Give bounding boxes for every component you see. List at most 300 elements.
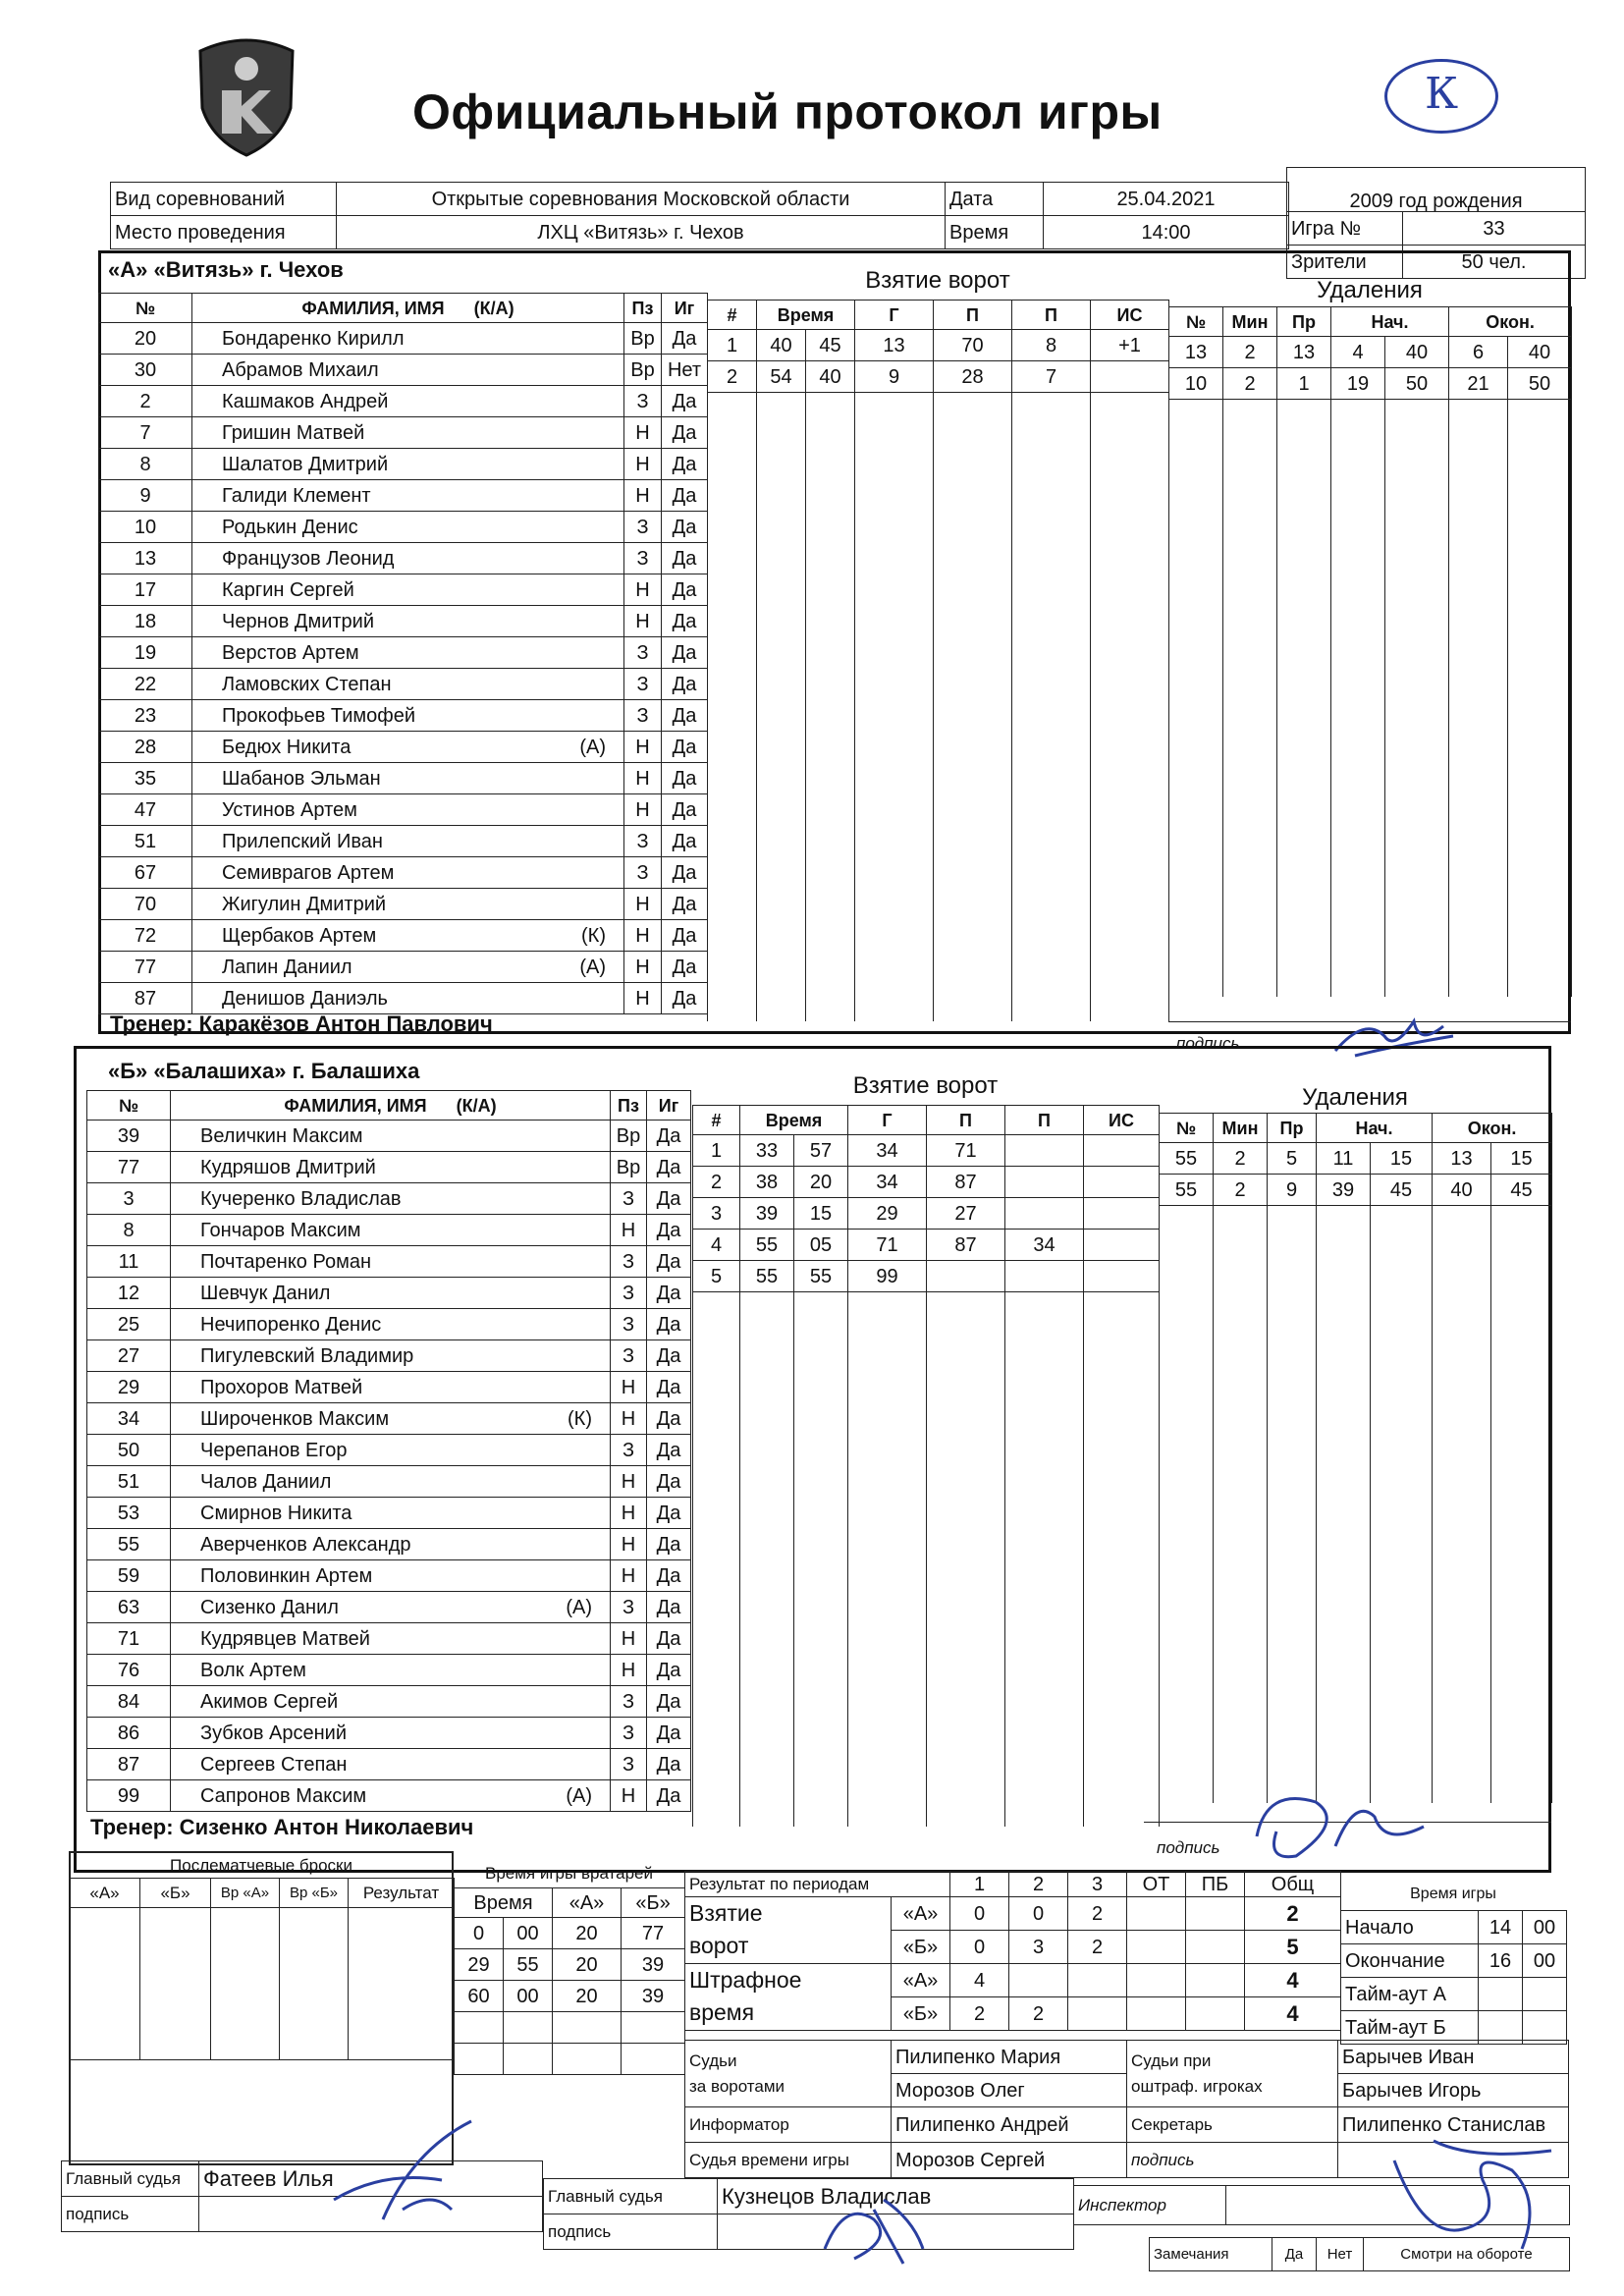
player-name-text: Жигулин Дмитрий bbox=[222, 893, 387, 915]
player-position: З bbox=[624, 512, 662, 543]
goal-row bbox=[708, 801, 1169, 833]
goal-assist-2 bbox=[1005, 1167, 1084, 1198]
player-name bbox=[192, 794, 624, 826]
penalty-minutes: 2 bbox=[1223, 337, 1277, 368]
penalty-player bbox=[1169, 588, 1223, 620]
goal-minute bbox=[757, 770, 806, 801]
goal-assist-1: 28 bbox=[934, 361, 1012, 393]
player-position: Н bbox=[624, 417, 662, 449]
player-position: Н bbox=[624, 763, 662, 794]
penalty-player: 10 bbox=[1169, 368, 1223, 400]
penalty-minutes: 2 bbox=[1223, 368, 1277, 400]
player-played: Да bbox=[662, 983, 708, 1014]
goal-assist-2 bbox=[1012, 393, 1091, 424]
goal-assist-1 bbox=[934, 519, 1012, 550]
goal-assist-1 bbox=[927, 1607, 1005, 1638]
goal-assist-1 bbox=[927, 1387, 1005, 1418]
penalty-minutes bbox=[1223, 525, 1277, 557]
player-played: Да bbox=[647, 1655, 691, 1686]
penalty-minutes: 2 bbox=[1214, 1175, 1268, 1206]
penalty-reason bbox=[1277, 494, 1331, 525]
goal-row bbox=[693, 1355, 1160, 1387]
goal-number bbox=[708, 864, 757, 896]
pim-team-b-label: «Б» bbox=[892, 1997, 950, 2031]
penalty-player bbox=[1160, 1552, 1214, 1583]
notes-yes: Да bbox=[1272, 2238, 1317, 2271]
goals-b-p2: 3 bbox=[1009, 1931, 1068, 1964]
goal-scorer bbox=[848, 1324, 927, 1355]
penalty-start-sec bbox=[1371, 1646, 1433, 1677]
team-b-penalties-title: Удаления bbox=[1302, 1084, 1408, 1111]
goal-scorer bbox=[855, 644, 934, 676]
pim-a-p2 bbox=[1009, 1964, 1068, 1997]
penalty-end-min bbox=[1449, 431, 1508, 463]
player-name-text: Бедюх Никита bbox=[222, 736, 352, 758]
timeout-b-label: Тайм-аут Б bbox=[1341, 2011, 1479, 2045]
goal-assist-1 bbox=[927, 1261, 1005, 1292]
player-row bbox=[87, 1718, 691, 1749]
team-b-goals bbox=[692, 1105, 1160, 1827]
goal-col-p2: П bbox=[1005, 1106, 1084, 1135]
penalty-start-sec bbox=[1371, 1520, 1433, 1552]
goal-minute: 39 bbox=[740, 1198, 794, 1230]
penalty-end-min bbox=[1449, 871, 1508, 902]
goal-situation bbox=[1091, 958, 1169, 990]
penalty-player bbox=[1160, 1426, 1214, 1457]
player-number: 47 bbox=[99, 794, 192, 826]
player-played: Да bbox=[662, 606, 708, 637]
goal-assist-1: 87 bbox=[927, 1230, 1005, 1261]
penalty-end-sec bbox=[1508, 431, 1572, 463]
player-position: Н bbox=[624, 983, 662, 1014]
goal-minute bbox=[740, 1701, 794, 1732]
penalty-reason bbox=[1277, 651, 1331, 683]
goal-minute bbox=[757, 927, 806, 958]
penalty-start-sec bbox=[1371, 1237, 1433, 1269]
goal-assist-2 bbox=[1005, 1669, 1084, 1701]
penalty-row bbox=[1169, 777, 1572, 808]
goal-second bbox=[794, 1575, 848, 1607]
periods-title: Результат по периодам bbox=[685, 1872, 950, 1897]
goal-situation bbox=[1091, 896, 1169, 927]
penalty-start-min bbox=[1317, 1520, 1371, 1552]
penalty-start-min bbox=[1331, 400, 1385, 431]
penalty-end-min bbox=[1449, 651, 1508, 683]
goal-assist-2 bbox=[1012, 864, 1091, 896]
penalty-row bbox=[1160, 1175, 1552, 1206]
team-b-penalties bbox=[1159, 1113, 1552, 1803]
penalty-start-min bbox=[1317, 1332, 1371, 1363]
player-number: 22 bbox=[99, 669, 192, 700]
goal-minute bbox=[740, 1418, 794, 1449]
goal-scorer bbox=[848, 1355, 927, 1387]
penalty-end-sec bbox=[1508, 525, 1572, 557]
penalty-row bbox=[1169, 714, 1572, 745]
player-name bbox=[192, 637, 624, 669]
penalty-end-min bbox=[1433, 1269, 1491, 1300]
penalty-end-sec bbox=[1508, 808, 1572, 840]
penalty-player bbox=[1169, 620, 1223, 651]
penalty-start-sec bbox=[1385, 620, 1449, 651]
penalty-start-min bbox=[1317, 1300, 1371, 1332]
penalty-end-sec bbox=[1491, 1300, 1552, 1332]
penalty-end-sec bbox=[1508, 777, 1572, 808]
goal-row bbox=[708, 896, 1169, 927]
goals-b-ot bbox=[1127, 1931, 1186, 1964]
goal-scorer bbox=[855, 864, 934, 896]
goal-row bbox=[693, 1764, 1160, 1795]
goalie-row bbox=[455, 1949, 685, 1981]
player-played: Да bbox=[647, 1309, 691, 1340]
end-minute: 00 bbox=[1523, 1944, 1567, 1978]
penalty-row bbox=[1169, 588, 1572, 620]
penalty-minutes bbox=[1223, 557, 1277, 588]
goal-assist-2 bbox=[1012, 801, 1091, 833]
goal-scorer: 34 bbox=[848, 1167, 927, 1198]
goal-situation bbox=[1091, 833, 1169, 864]
player-name-text: Гришин Матвей bbox=[222, 421, 365, 444]
penalty-reason bbox=[1268, 1614, 1317, 1646]
goal-assist-1: 70 bbox=[934, 330, 1012, 361]
penalty-start-min bbox=[1317, 1489, 1371, 1520]
player-name bbox=[171, 1435, 611, 1466]
goal-minute bbox=[740, 1355, 794, 1387]
penalty-end-sec: 40 bbox=[1508, 337, 1572, 368]
penalty-reason bbox=[1277, 965, 1331, 997]
penalty-row bbox=[1160, 1552, 1552, 1583]
player-name-text: Галиди Клемент bbox=[222, 484, 371, 507]
penalty-end-sec bbox=[1508, 840, 1572, 871]
goalie-b-number: 39 bbox=[622, 1949, 685, 1981]
player-row bbox=[99, 512, 708, 543]
goal-scorer bbox=[848, 1544, 927, 1575]
inspector-label: Инспектор bbox=[1074, 2186, 1226, 2225]
player-played: Да bbox=[662, 889, 708, 920]
player-played: Да bbox=[647, 1152, 691, 1183]
player-row bbox=[99, 386, 708, 417]
penalty-end-sec bbox=[1491, 1394, 1552, 1426]
player-name-text: Прохоров Матвей bbox=[200, 1376, 363, 1398]
pim-b-p2: 2 bbox=[1009, 1997, 1068, 2031]
player-number: 59 bbox=[87, 1560, 171, 1592]
goalie-a-number: 20 bbox=[553, 1949, 622, 1981]
goal-assist-2 bbox=[1012, 896, 1091, 927]
player-row bbox=[87, 1780, 691, 1812]
goal-assist-1 bbox=[934, 456, 1012, 487]
goal-assist-1 bbox=[934, 676, 1012, 707]
player-number: 77 bbox=[99, 952, 192, 983]
goal-number bbox=[693, 1292, 740, 1324]
goal-minute bbox=[740, 1387, 794, 1418]
penalty-end-sec bbox=[1491, 1583, 1552, 1614]
player-row bbox=[99, 355, 708, 386]
penalty-row bbox=[1169, 871, 1572, 902]
goal-number: 3 bbox=[693, 1198, 740, 1230]
goal-situation bbox=[1084, 1544, 1160, 1575]
penalty-end-min bbox=[1433, 1237, 1491, 1269]
penalty-end-min bbox=[1449, 902, 1508, 934]
player-name-text: Щербаков Артем bbox=[222, 924, 377, 947]
goal-minute bbox=[757, 990, 806, 1021]
player-played: Да bbox=[647, 1529, 691, 1560]
player-played: Да bbox=[647, 1718, 691, 1749]
player-name-text: Лапин Даниил bbox=[222, 956, 352, 978]
goals-b-pb bbox=[1186, 1931, 1245, 1964]
player-played: Да bbox=[647, 1278, 691, 1309]
goal-col-p1: П bbox=[927, 1106, 1005, 1135]
player-position: З bbox=[611, 1718, 647, 1749]
chief-referee-2-signature bbox=[815, 2180, 933, 2273]
player-played: Да bbox=[662, 700, 708, 732]
player-position: Н bbox=[611, 1215, 647, 1246]
player-row bbox=[87, 1655, 691, 1686]
penalty-row bbox=[1160, 1426, 1552, 1457]
goal-assist-2 bbox=[1005, 1418, 1084, 1449]
penalty-end-sec bbox=[1508, 965, 1572, 997]
penalty-start-min bbox=[1331, 431, 1385, 463]
penalty-start-min bbox=[1317, 1740, 1371, 1772]
penalty-minutes bbox=[1214, 1237, 1268, 1269]
goal-situation bbox=[1091, 801, 1169, 833]
penalty-start-sec bbox=[1385, 714, 1449, 745]
penalty-row bbox=[1169, 337, 1572, 368]
penalty-minutes: 2 bbox=[1214, 1143, 1268, 1175]
period-col-pb: ПБ bbox=[1186, 1872, 1245, 1897]
player-row bbox=[99, 732, 708, 763]
goal-minute bbox=[740, 1544, 794, 1575]
penalty-end-sec bbox=[1508, 871, 1572, 902]
player-name bbox=[192, 386, 624, 417]
player-played: Да bbox=[662, 512, 708, 543]
player-position: Н bbox=[611, 1655, 647, 1686]
penalty-end-sec bbox=[1508, 714, 1572, 745]
penalty-end-sec bbox=[1491, 1269, 1552, 1300]
player-name-text: Каргин Сергей bbox=[222, 578, 354, 601]
penalty-minutes bbox=[1223, 651, 1277, 683]
player-row bbox=[87, 1215, 691, 1246]
goals-a-p1: 0 bbox=[950, 1897, 1009, 1931]
pen-col-min: Мин bbox=[1223, 307, 1277, 337]
goal-row bbox=[708, 487, 1169, 519]
goal-situation bbox=[1091, 424, 1169, 456]
player-row bbox=[87, 1529, 691, 1560]
goal-scorer bbox=[848, 1481, 927, 1512]
penalty-start-sec bbox=[1371, 1489, 1433, 1520]
goal-assist-1 bbox=[934, 801, 1012, 833]
goal-assist-2: 8 bbox=[1012, 330, 1091, 361]
penalty-minutes bbox=[1214, 1646, 1268, 1677]
player-name bbox=[192, 355, 624, 386]
player-position: Н bbox=[611, 1466, 647, 1498]
penalty-start-min bbox=[1331, 525, 1385, 557]
goal-assist-2 bbox=[1005, 1512, 1084, 1544]
goal-scorer bbox=[855, 927, 934, 958]
penalty-end-min bbox=[1449, 934, 1508, 965]
goal-minute bbox=[740, 1481, 794, 1512]
page-title: Официальный протокол игры bbox=[412, 84, 1163, 139]
goal-situation bbox=[1091, 864, 1169, 896]
goal-assist-2 bbox=[1005, 1607, 1084, 1638]
goal-scorer bbox=[855, 519, 934, 550]
goal-assist-2 bbox=[1012, 927, 1091, 958]
player-position: Н bbox=[611, 1372, 647, 1403]
shootout-table bbox=[69, 1878, 455, 2060]
goal-assist-1 bbox=[927, 1481, 1005, 1512]
penalty-start-min bbox=[1317, 1237, 1371, 1269]
chief1-name: Фатеев Илья bbox=[199, 2161, 543, 2197]
penalty-end-sec bbox=[1508, 683, 1572, 714]
goal-scorer bbox=[855, 676, 934, 707]
penalty-start-sec: 15 bbox=[1371, 1143, 1433, 1175]
goal-scorer bbox=[855, 424, 934, 456]
pim-a-pb bbox=[1186, 1964, 1245, 1997]
goal-minute bbox=[757, 864, 806, 896]
player-position: Н bbox=[611, 1560, 647, 1592]
penalty-row bbox=[1169, 902, 1572, 934]
goal-row bbox=[708, 330, 1169, 361]
goal-second bbox=[794, 1324, 848, 1355]
penalty-start-min: 39 bbox=[1317, 1175, 1371, 1206]
player-position: Вр bbox=[611, 1121, 647, 1152]
goal-assist-1 bbox=[934, 644, 1012, 676]
goal-assist-2 bbox=[1005, 1387, 1084, 1418]
goal-second: 05 bbox=[794, 1230, 848, 1261]
goal-situation bbox=[1084, 1764, 1160, 1795]
goal-row bbox=[708, 927, 1169, 958]
goal-assist-1 bbox=[934, 424, 1012, 456]
end-label: Окончание bbox=[1341, 1944, 1479, 1978]
goal-minute bbox=[757, 738, 806, 770]
penalty-end-min: 6 bbox=[1449, 337, 1508, 368]
player-number: 86 bbox=[87, 1718, 171, 1749]
penalty-start-sec bbox=[1385, 525, 1449, 557]
penalty-reason bbox=[1277, 525, 1331, 557]
goals-a-total: 2 bbox=[1245, 1897, 1341, 1931]
col-played: Иг bbox=[662, 294, 708, 323]
penalty-end-min bbox=[1449, 463, 1508, 494]
goal-number bbox=[708, 927, 757, 958]
penalty-reason bbox=[1268, 1206, 1317, 1237]
player-number: 27 bbox=[87, 1340, 171, 1372]
notes-label: Замечания bbox=[1150, 2238, 1272, 2271]
goal-number bbox=[693, 1795, 740, 1827]
penalty-reason: 1 bbox=[1277, 368, 1331, 400]
penalty-player bbox=[1160, 1489, 1214, 1520]
goal-situation bbox=[1091, 519, 1169, 550]
penalty-player bbox=[1160, 1646, 1214, 1677]
player-name bbox=[192, 480, 624, 512]
chief1-label: Главный судья bbox=[62, 2161, 199, 2197]
player-name-text: Акимов Сергей bbox=[200, 1690, 339, 1713]
player-played: Да bbox=[662, 637, 708, 669]
goalie-second: 00 bbox=[504, 1918, 553, 1949]
penalty-reason: 9 bbox=[1268, 1175, 1317, 1206]
goal-row bbox=[708, 456, 1169, 487]
penalty-end-sec bbox=[1508, 463, 1572, 494]
secretary-signature bbox=[1375, 2121, 1571, 2259]
col-played: Иг bbox=[647, 1091, 691, 1121]
penalty-end-min bbox=[1449, 840, 1508, 871]
penalty-minutes bbox=[1214, 1583, 1268, 1614]
player-position: З bbox=[611, 1183, 647, 1215]
penalty-end-sec bbox=[1491, 1552, 1552, 1583]
penalty-end-sec bbox=[1491, 1332, 1552, 1363]
goal-assist-2 bbox=[1012, 958, 1091, 990]
player-position: Н bbox=[611, 1498, 647, 1529]
penalty-end-sec bbox=[1491, 1646, 1552, 1677]
player-name-text: Прилепский Иван bbox=[222, 830, 383, 852]
goal-assist-1 bbox=[927, 1418, 1005, 1449]
goal-assist-2 bbox=[1005, 1544, 1084, 1575]
goal-assist-2 bbox=[1012, 738, 1091, 770]
goal-situation bbox=[1084, 1607, 1160, 1638]
penalty-start-sec bbox=[1371, 1269, 1433, 1300]
penalty-start-sec bbox=[1385, 745, 1449, 777]
penalty-start-sec bbox=[1385, 871, 1449, 902]
goal-second bbox=[806, 833, 855, 864]
competition-value: Открытые соревнования Московской области bbox=[337, 183, 946, 216]
goal-minute bbox=[740, 1669, 794, 1701]
goal-assist-2 bbox=[1005, 1764, 1084, 1795]
penalty-row bbox=[1169, 651, 1572, 683]
penalty-end-min bbox=[1449, 745, 1508, 777]
pim-b-pb bbox=[1186, 1997, 1245, 2031]
penalty-start-sec bbox=[1385, 840, 1449, 871]
penalty-start-sec: 50 bbox=[1385, 368, 1449, 400]
player-name bbox=[171, 1780, 611, 1812]
team-b-goals-title: Взятие ворот bbox=[852, 1072, 999, 1099]
player-position: Н bbox=[624, 952, 662, 983]
player-position: Н bbox=[624, 732, 662, 763]
player-number: 23 bbox=[99, 700, 192, 732]
player-number: 53 bbox=[87, 1498, 171, 1529]
goal-row bbox=[693, 1449, 1160, 1481]
goal-second bbox=[806, 738, 855, 770]
pim-row-label: Штрафное время bbox=[685, 1964, 892, 2031]
goal-assist-2 bbox=[1005, 1732, 1084, 1764]
goal-minute bbox=[757, 487, 806, 519]
penalty-row bbox=[1169, 808, 1572, 840]
goal-scorer bbox=[855, 487, 934, 519]
goal-number bbox=[708, 738, 757, 770]
player-name bbox=[192, 606, 624, 637]
penalty-start-sec bbox=[1371, 1740, 1433, 1772]
spectators-value: 50 чел. bbox=[1403, 246, 1586, 279]
team-b-coach-signature bbox=[1237, 1777, 1434, 1871]
goal-second: 55 bbox=[794, 1261, 848, 1292]
penalty-end-sec bbox=[1491, 1520, 1552, 1552]
penalty-minutes bbox=[1223, 902, 1277, 934]
penalty-start-min bbox=[1317, 1426, 1371, 1457]
goal-scorer bbox=[855, 801, 934, 833]
game-number-label: Игра № bbox=[1287, 212, 1403, 246]
secretary-name: Пилипенко Станислав bbox=[1338, 2107, 1569, 2143]
player-name bbox=[192, 512, 624, 543]
goalie-empty-cell bbox=[553, 2012, 622, 2044]
penalty-end-sec bbox=[1491, 1740, 1552, 1772]
team-a-title: «А» «Витязь» г. Чехов bbox=[108, 257, 344, 282]
goal-col-time: Время bbox=[757, 301, 855, 330]
penalty-row bbox=[1160, 1520, 1552, 1552]
player-position: Н bbox=[624, 794, 662, 826]
penalty-player bbox=[1160, 1677, 1214, 1709]
goal-number bbox=[693, 1732, 740, 1764]
penalty-start-sec bbox=[1371, 1677, 1433, 1709]
goal-number bbox=[708, 801, 757, 833]
player-position: Н bbox=[624, 889, 662, 920]
penalty-player bbox=[1169, 808, 1223, 840]
goal-row bbox=[708, 644, 1169, 676]
